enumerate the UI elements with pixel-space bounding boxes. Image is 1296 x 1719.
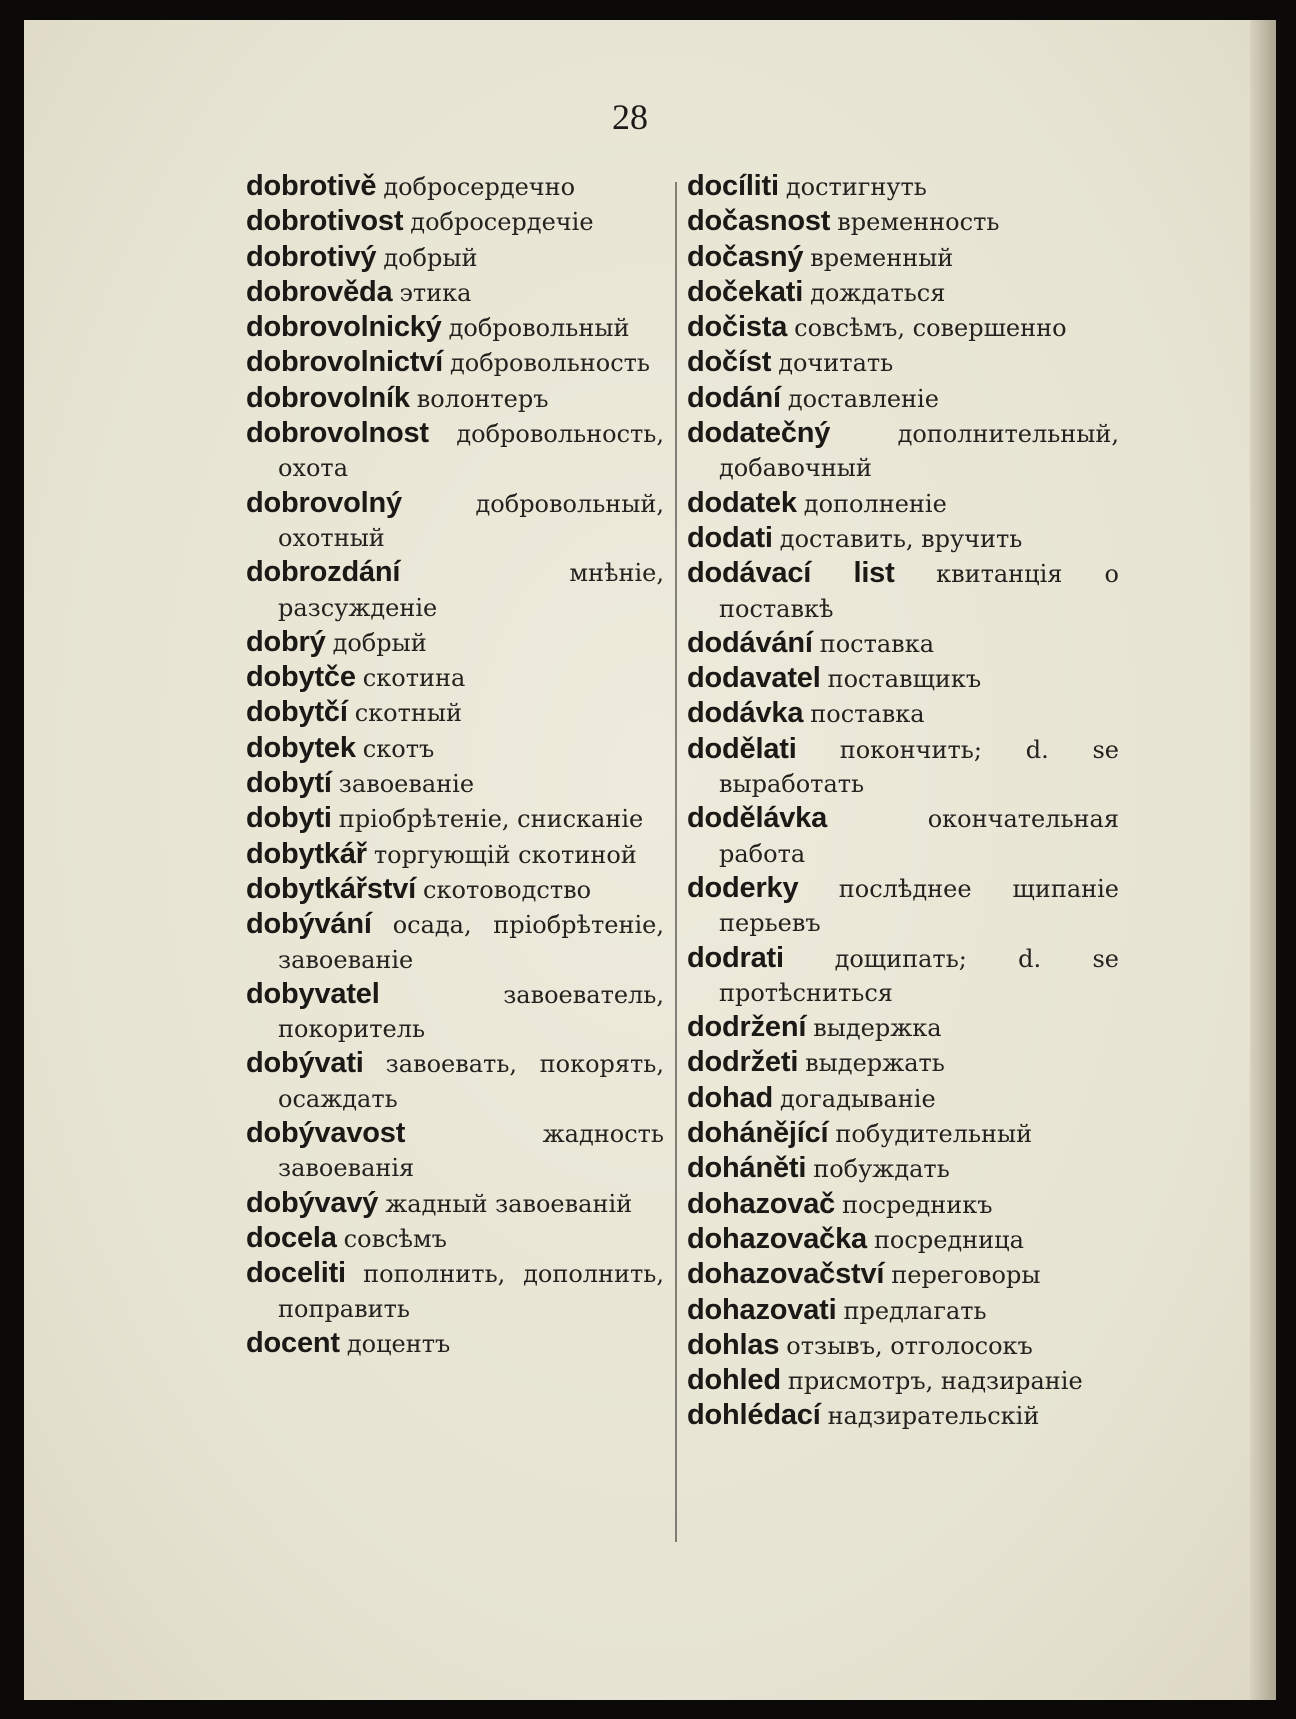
headword: dobrý	[246, 625, 326, 658]
dictionary-entry	[246, 1116, 664, 1186]
headword: dobrovolný	[246, 486, 402, 519]
translation: волонтеръ	[416, 384, 549, 413]
headword: doderky	[687, 871, 799, 904]
translation: доцентъ	[346, 1329, 451, 1358]
headword: dobrotivě	[246, 170, 377, 202]
dictionary-entry	[687, 416, 1119, 486]
dictionary-entry	[687, 1045, 1119, 1080]
translation: доставить, вручить	[779, 524, 1023, 553]
headword: dohlas	[687, 1328, 780, 1361]
headword: dohazovati	[687, 1293, 837, 1326]
headword: dočista	[687, 311, 788, 344]
translation: добросердечно	[383, 173, 576, 201]
dictionary-entry	[246, 731, 664, 766]
dictionary-entry	[687, 345, 1119, 380]
translation: временный	[810, 243, 954, 272]
headword: dodávka	[687, 697, 804, 730]
dictionary-entry	[246, 555, 664, 625]
translation: добросердечіе	[410, 208, 594, 237]
dictionary-entry	[687, 696, 1119, 731]
translation: посредница	[873, 1225, 1024, 1254]
translation: добровольный	[448, 314, 630, 343]
dictionary-entry	[246, 625, 664, 660]
page-gutter-shadow	[1250, 20, 1276, 1700]
translation: мнѣніе, разсужденіе	[278, 559, 664, 622]
headword: dodávací list	[687, 557, 895, 590]
translation: послѣднее щипаніе перьевъ	[719, 874, 1120, 938]
translation: дополнительный, добавочный	[719, 420, 1119, 483]
headword: dočasnost	[687, 205, 831, 238]
dictionary-entry	[246, 310, 664, 345]
dictionary-entry	[687, 521, 1119, 556]
headword: dobývavý	[246, 1186, 379, 1219]
headword: dohad	[687, 1081, 773, 1114]
headword: dobývati	[246, 1047, 364, 1080]
translation: дочитать	[778, 349, 894, 378]
dictionary-entry	[246, 275, 664, 310]
headword: dočíst	[687, 346, 772, 379]
translation: переговоры	[891, 1261, 1041, 1290]
translation: скотина	[362, 664, 466, 693]
page-number: 28	[612, 97, 648, 137]
headword: dodání	[687, 381, 781, 414]
dictionary-entry	[687, 1363, 1119, 1398]
column-divider	[675, 182, 677, 1542]
headword: docent	[246, 1326, 340, 1359]
dictionary-entry	[687, 626, 1119, 661]
headword: dobrověda	[246, 275, 393, 308]
translation: совсѣмъ	[343, 1224, 447, 1253]
dictionary-entry	[687, 1187, 1119, 1222]
translation: добрый	[383, 243, 478, 272]
translation: выдержать	[805, 1049, 945, 1078]
translation: пріобрѣтеніе, снисканіе	[338, 805, 644, 834]
headword: dočekati	[687, 275, 804, 308]
dictionary-entry	[687, 310, 1119, 345]
headword: doháněti	[687, 1152, 807, 1185]
translation: завоеваніе	[338, 770, 475, 799]
translation: скотоводство	[423, 875, 592, 904]
dictionary-entry	[246, 695, 664, 730]
headword: docíliti	[687, 170, 779, 202]
dictionary-entry	[687, 556, 1119, 626]
headword: dobrovolnost	[246, 417, 429, 450]
headword: dodělati	[687, 732, 797, 765]
headword: doceliti	[246, 1257, 346, 1290]
headword: dobrovolnictví	[246, 346, 443, 379]
dictionary-entry	[687, 169, 1119, 204]
translation: поставка	[810, 700, 925, 729]
headword: dobrotivost	[246, 205, 404, 238]
dictionary-entry	[687, 1010, 1119, 1045]
dictionary-entry	[246, 837, 664, 872]
headword: dobrovolnický	[246, 311, 442, 344]
headword: dobyti	[246, 802, 332, 835]
translation: этика	[399, 278, 472, 307]
headword: dodávání	[687, 626, 813, 659]
dictionary-entry	[687, 1293, 1119, 1328]
headword: dobrotivý	[246, 240, 377, 273]
headword: dodavatel	[687, 662, 821, 695]
dictionary-entry	[687, 941, 1119, 1011]
dictionary-entry	[687, 1116, 1119, 1151]
headword: dobytčí	[246, 696, 348, 729]
dictionary-entry	[246, 486, 664, 556]
headword: dodrati	[687, 941, 784, 974]
dictionary-entry	[687, 204, 1119, 239]
translation: завоеватель, покоритель	[278, 980, 664, 1044]
translation: добровольный, охотный	[278, 489, 664, 552]
dictionary-entry	[246, 801, 664, 836]
dictionary-entry	[687, 240, 1119, 275]
translation: скотный	[354, 699, 462, 728]
headword: dobytek	[246, 731, 356, 764]
headword: dobývání	[246, 908, 372, 941]
headword: dodatek	[687, 486, 797, 519]
translation: покончить; d. se выработать	[719, 735, 1119, 799]
headword: dobytí	[246, 767, 332, 800]
headword: dohazovačství	[687, 1258, 885, 1291]
dictionary-entry	[687, 661, 1119, 696]
headword: dodati	[687, 521, 773, 554]
dictionary-entry	[687, 486, 1119, 521]
translation: посредникъ	[842, 1190, 993, 1219]
translation: дополненіе	[803, 489, 947, 518]
translation: поставка	[819, 629, 934, 658]
dictionary-entry	[246, 1221, 664, 1256]
dictionary-entry	[687, 1398, 1119, 1433]
translation: выдержка	[813, 1014, 942, 1043]
translation: окончательная работа	[719, 805, 1119, 868]
right-column	[687, 169, 1119, 1434]
headword: dohazovač	[687, 1187, 836, 1220]
dictionary-entry	[687, 732, 1119, 802]
dictionary-entry	[246, 204, 664, 239]
dictionary-entry	[687, 1257, 1119, 1292]
translation: предлагать	[843, 1296, 987, 1325]
headword: dodatečný	[687, 417, 831, 450]
dictionary-entry	[246, 660, 664, 695]
headword: dobývavost	[246, 1117, 406, 1150]
headword: dobytkářství	[246, 872, 417, 905]
translation: скотъ	[362, 734, 435, 763]
dictionary-entry	[246, 766, 664, 801]
dictionary-entry	[246, 345, 664, 380]
dictionary-entry	[687, 381, 1119, 416]
headword: dodržení	[687, 1011, 807, 1044]
headword: dočasný	[687, 240, 804, 273]
translation: жадность завоеванія	[278, 1120, 664, 1183]
translation: отзывъ, отголосокъ	[786, 1331, 1033, 1360]
headword: dobrozdání	[246, 556, 401, 589]
translation: добровольность	[450, 349, 650, 378]
headword: dobyvatel	[246, 977, 380, 1010]
translation: жадный завоеваній	[385, 1189, 633, 1218]
headword: dobytče	[246, 661, 356, 694]
translation: догадываніе	[780, 1084, 936, 1113]
translation: достигнуть	[785, 173, 927, 201]
translation: временность	[837, 208, 1000, 237]
translation: надзирательскій	[827, 1402, 1040, 1431]
dictionary-entry	[246, 169, 664, 204]
translation: добровольность, охота	[278, 420, 664, 483]
translation: дождаться	[810, 278, 946, 307]
translation: присмотръ, надзираніе	[787, 1367, 1083, 1396]
headword: dobrovolník	[246, 381, 410, 414]
headword: dodržeti	[687, 1046, 799, 1079]
dictionary-entry	[246, 416, 664, 486]
headword: dodělávka	[687, 802, 828, 835]
translation: добрый	[332, 628, 427, 657]
translation: торгующій скотиной	[373, 840, 637, 869]
headword: docela	[246, 1221, 337, 1254]
dictionary-entry	[246, 1186, 664, 1221]
dictionary-entry	[687, 801, 1119, 871]
translation: поставщикъ	[827, 665, 982, 694]
dictionary-entry	[687, 275, 1119, 310]
translation: доставленіе	[787, 384, 939, 413]
dictionary-entry	[246, 977, 664, 1047]
headword: dobytkář	[246, 837, 367, 870]
dictionary-entry	[246, 907, 664, 977]
dictionary-entry	[687, 1151, 1119, 1186]
translation: пополнить, дополнить, поправить	[278, 1260, 664, 1323]
dictionary-entry	[246, 1256, 664, 1326]
translation: дощипать; d. se протѣсниться	[719, 944, 1120, 1007]
left-column	[246, 169, 664, 1361]
dictionary-entry	[687, 1222, 1119, 1257]
translation: побудительный	[835, 1120, 1033, 1149]
dictionary-entry	[687, 1081, 1119, 1116]
dictionary-entry	[246, 1046, 664, 1116]
headword: dohlédací	[687, 1399, 821, 1432]
dictionary-entry	[687, 871, 1119, 941]
book-page	[24, 20, 1276, 1700]
headword: dohled	[687, 1364, 781, 1397]
dictionary-entry	[687, 1328, 1119, 1363]
dictionary-entry	[246, 1326, 664, 1361]
headword: dohánějící	[687, 1117, 829, 1150]
translation: совсѣмъ, совершенно	[794, 314, 1067, 343]
translation: осада, пріобрѣтеніе, завоеваніе	[278, 911, 664, 974]
translation: побуждать	[813, 1155, 950, 1184]
translation: квитанція о поставкѣ	[719, 560, 1119, 623]
dictionary-entry	[246, 240, 664, 275]
dictionary-entry	[246, 872, 664, 907]
translation: завоевать, покорять, осаждать	[278, 1050, 665, 1113]
dictionary-entry	[246, 381, 664, 416]
headword: dohazovačka	[687, 1222, 867, 1255]
